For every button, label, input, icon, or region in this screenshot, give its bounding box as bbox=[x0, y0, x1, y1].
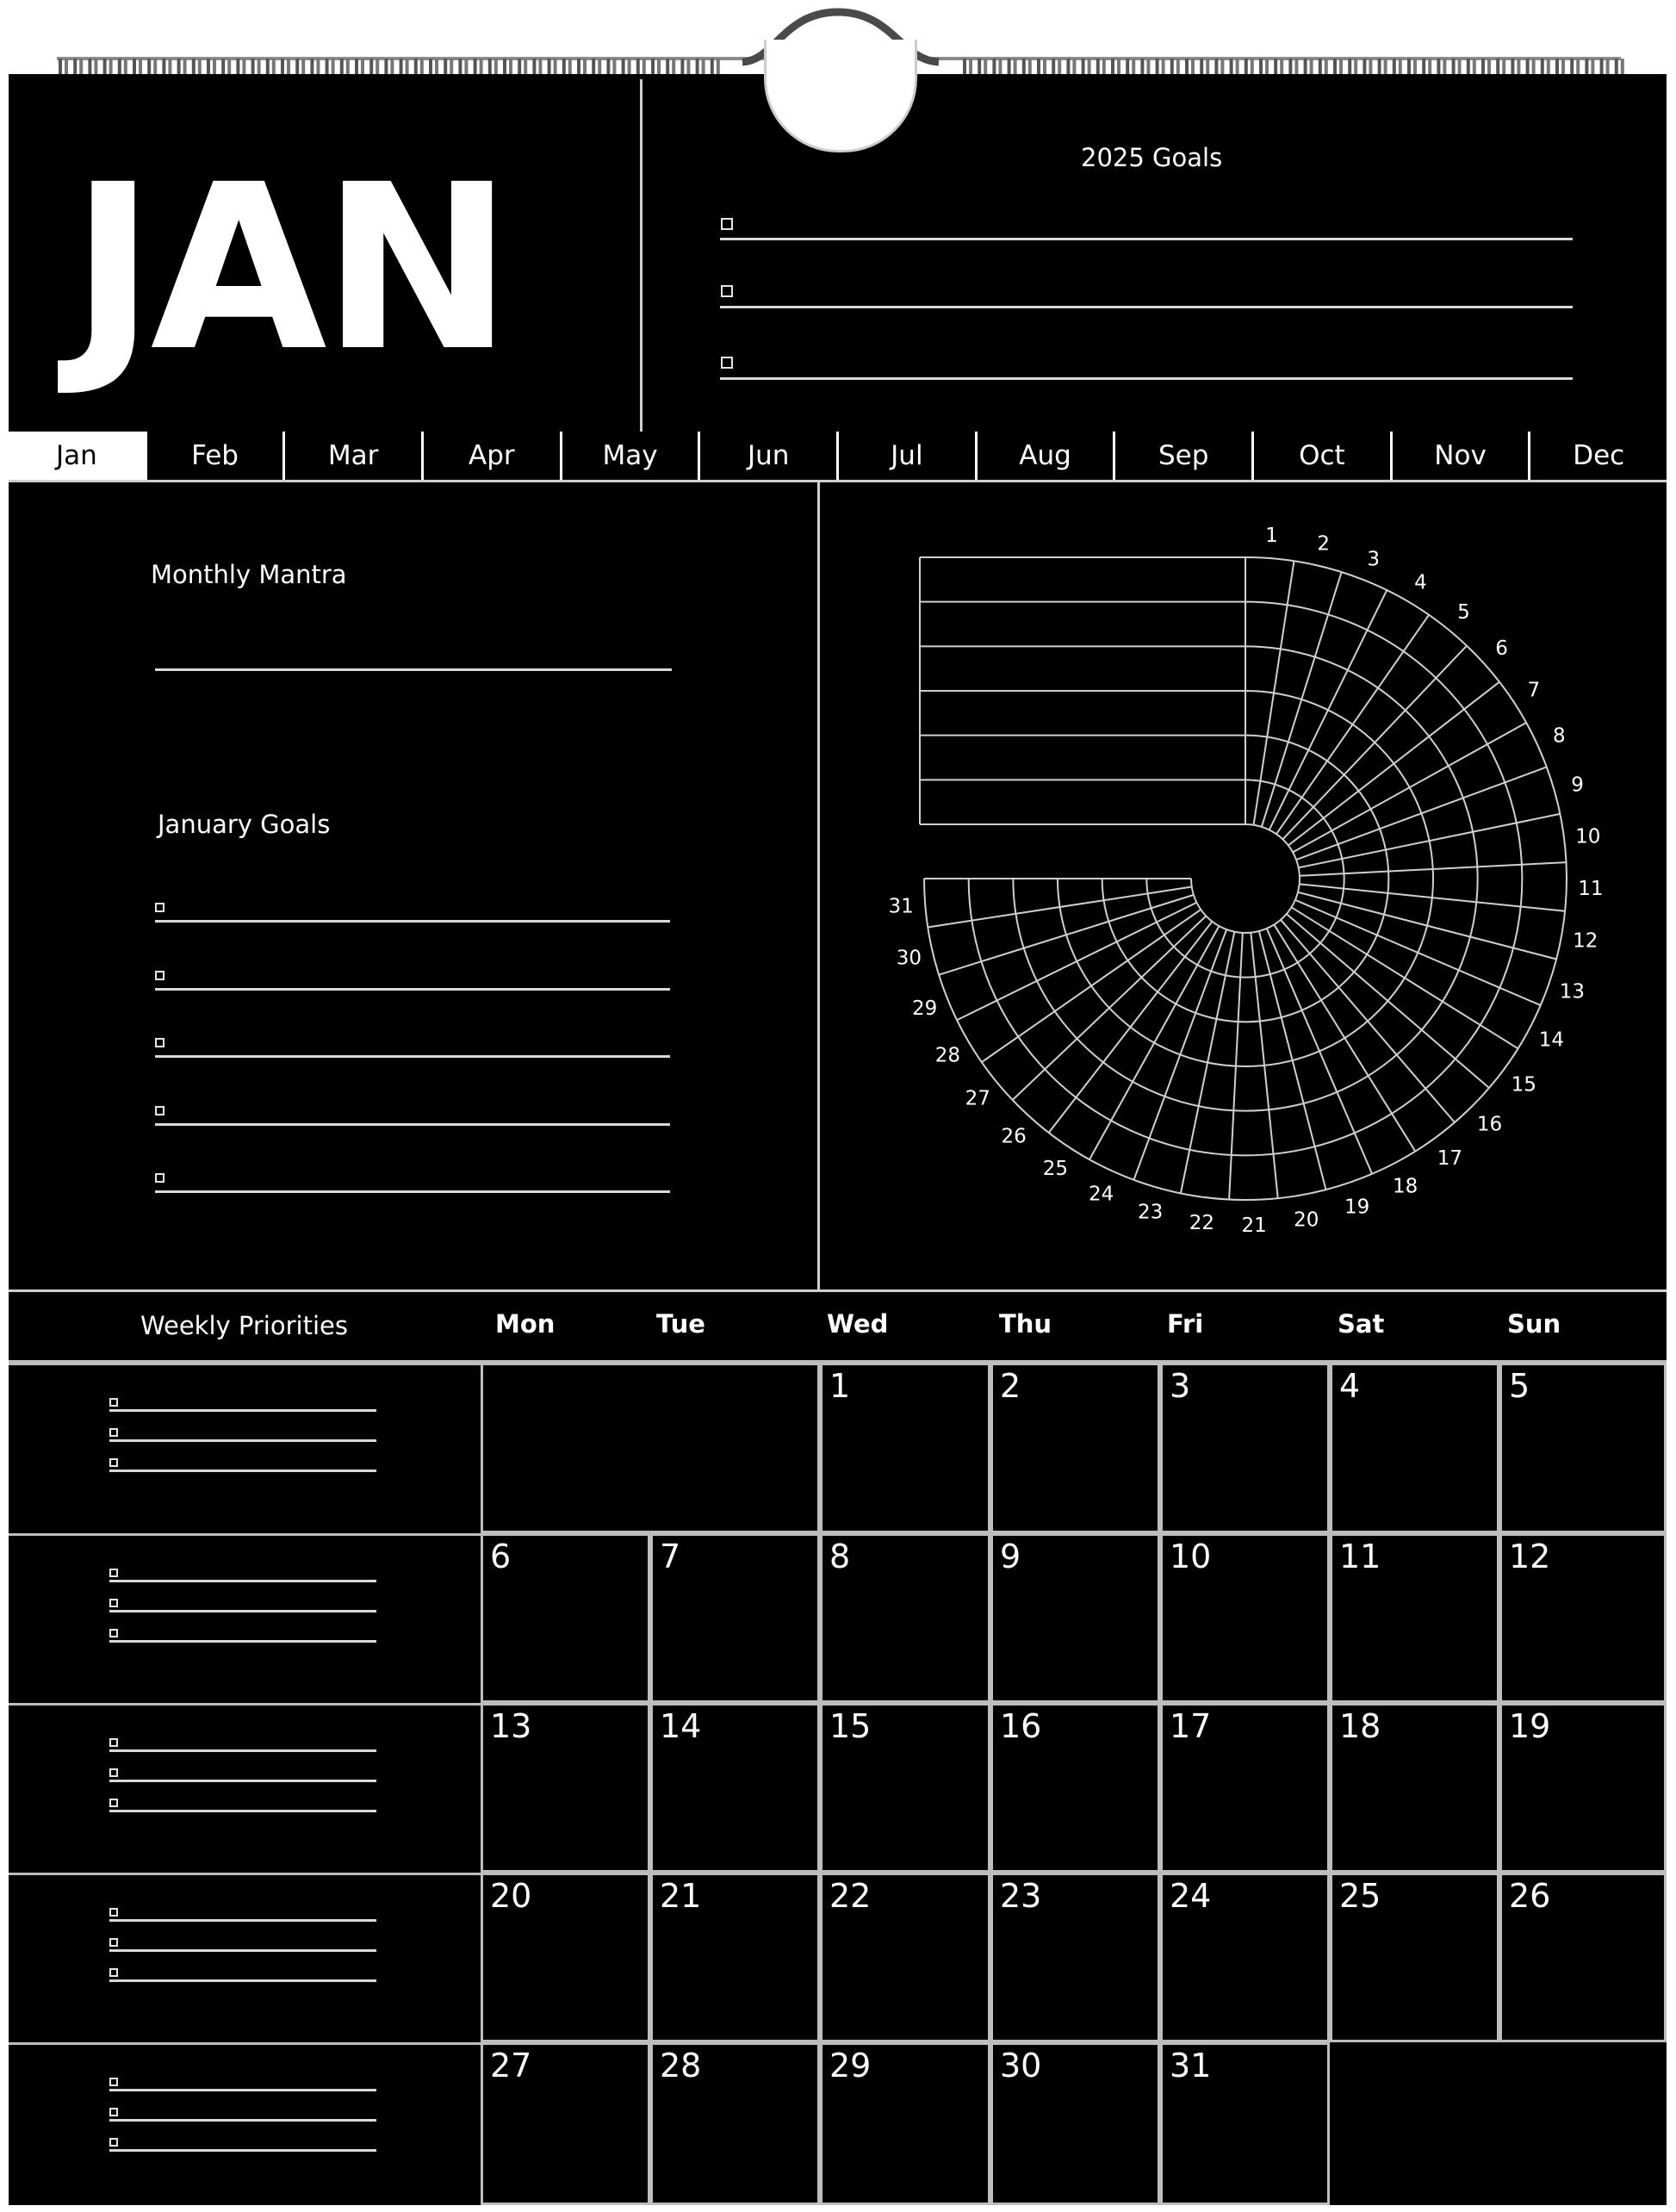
weekly-priority-checkbox[interactable] bbox=[109, 1458, 118, 1467]
tab-aug[interactable]: Aug bbox=[978, 432, 1116, 480]
tab-oct[interactable]: Oct bbox=[1254, 432, 1393, 480]
tab-dec[interactable]: Dec bbox=[1530, 432, 1667, 480]
weekday-tue: Tue bbox=[656, 1309, 705, 1339]
calendar-day-cell[interactable] bbox=[990, 1363, 1160, 1533]
tracker-day-label: 15 bbox=[1511, 1073, 1536, 1097]
calendar-day-number: 15 bbox=[829, 1707, 872, 1745]
weekly-priority-checkbox[interactable] bbox=[109, 1938, 118, 1947]
calendar-day-cell[interactable] bbox=[1499, 1533, 1667, 1703]
tracker-day-label: 7 bbox=[1527, 679, 1541, 702]
calendar-day-cell[interactable] bbox=[650, 1533, 820, 1703]
monthly-mantra-label: Monthly Mantra bbox=[151, 560, 347, 589]
weekly-row-border bbox=[9, 2042, 481, 2205]
calendar-day-cell[interactable] bbox=[650, 1703, 820, 1873]
calendar-day-number: 20 bbox=[490, 1877, 532, 1915]
weekly-priorities-label: Weekly Priorities bbox=[140, 1311, 348, 1340]
tracker-day-label: 12 bbox=[1573, 929, 1598, 953]
weekday-sun: Sun bbox=[1507, 1309, 1561, 1339]
weekly-priority-checkbox[interactable] bbox=[109, 2078, 118, 2086]
tracker-day-label: 26 bbox=[1001, 1125, 1027, 1148]
weekly-priority-line[interactable] bbox=[109, 1580, 376, 1582]
calendar-day-number: 18 bbox=[1339, 1707, 1381, 1745]
tracker-day-label: 24 bbox=[1088, 1183, 1114, 1206]
year-goals-label: 2025 Goals bbox=[1081, 143, 1223, 172]
calendar-day-cell[interactable] bbox=[1499, 1873, 1667, 2042]
tab-sep[interactable]: Sep bbox=[1115, 432, 1254, 480]
weekly-priority-checkbox[interactable] bbox=[109, 1428, 118, 1437]
tracker-day-label: 20 bbox=[1294, 1209, 1319, 1232]
weekly-row-border bbox=[9, 1873, 481, 2042]
calendar-day-number: 6 bbox=[490, 1538, 512, 1575]
calendar-day-number: 1 bbox=[829, 1367, 851, 1405]
weekly-row-border bbox=[9, 1533, 481, 1703]
calendar-day-cell[interactable] bbox=[1499, 1703, 1667, 1873]
calendar-day-cell[interactable] bbox=[820, 1533, 990, 1703]
calendar-day-cell[interactable] bbox=[481, 1533, 650, 1703]
weekly-priority-line[interactable] bbox=[109, 1409, 376, 1412]
calendar-day-number: 8 bbox=[829, 1538, 851, 1575]
calendar-day-cell[interactable] bbox=[1330, 1363, 1499, 1533]
weekly-priority-checkbox[interactable] bbox=[109, 2108, 118, 2116]
calendar-day-number: 23 bbox=[1000, 1877, 1042, 1915]
calendar-day-number: 26 bbox=[1509, 1877, 1551, 1915]
calendar-day-cell[interactable] bbox=[990, 1533, 1160, 1703]
tracker-day-label: 17 bbox=[1437, 1147, 1462, 1171]
weekly-priority-checkbox[interactable] bbox=[109, 1398, 118, 1407]
weekly-priority-line[interactable] bbox=[109, 1610, 376, 1612]
tracker-day-label: 5 bbox=[1457, 601, 1470, 624]
calendar-day-cell[interactable] bbox=[1160, 1873, 1330, 2042]
calendar-day-number: 12 bbox=[1509, 1538, 1551, 1575]
calendar-day-cell[interactable] bbox=[481, 2042, 650, 2205]
calendar-day-cell[interactable] bbox=[820, 1703, 990, 1873]
weekly-priority-checkbox[interactable] bbox=[109, 1799, 118, 1807]
calendar-day-cell[interactable] bbox=[1330, 1873, 1499, 2042]
weekly-priority-line[interactable] bbox=[109, 2089, 376, 2091]
calendar-day-cell[interactable] bbox=[1160, 2042, 1330, 2205]
calendar-day-number: 24 bbox=[1170, 1877, 1212, 1915]
tracker-day-label: 18 bbox=[1393, 1175, 1418, 1198]
calendar-day-cell[interactable] bbox=[481, 1703, 650, 1873]
tracker-day-label: 6 bbox=[1495, 637, 1508, 661]
month-title: JAN bbox=[71, 136, 508, 401]
tracker-day-label: 25 bbox=[1042, 1157, 1068, 1180]
weekly-priority-line[interactable] bbox=[109, 1780, 376, 1782]
weekly-priority-checkbox[interactable] bbox=[109, 1738, 118, 1747]
calendar-day-number: 9 bbox=[1000, 1538, 1021, 1575]
calendar-day-number: 21 bbox=[660, 1877, 702, 1915]
calendar-day-number: 25 bbox=[1339, 1877, 1381, 1915]
tracker-day-label: 11 bbox=[1578, 878, 1604, 901]
calendar-day-cell[interactable] bbox=[990, 2042, 1160, 2205]
tracker-day-label: 30 bbox=[896, 947, 922, 970]
tab-jan[interactable]: Jan bbox=[9, 432, 147, 480]
calendar-day-number: 10 bbox=[1170, 1538, 1212, 1575]
calendar-day-cell[interactable] bbox=[820, 1363, 990, 1533]
tracker-day-label: 8 bbox=[1553, 724, 1566, 748]
tracker-day-label: 21 bbox=[1241, 1214, 1267, 1237]
calendar-day-number: 4 bbox=[1339, 1367, 1361, 1405]
calendar-day-number: 31 bbox=[1170, 2047, 1212, 2085]
calendar-day-number: 19 bbox=[1509, 1707, 1551, 1745]
weekday-thu: Thu bbox=[999, 1309, 1052, 1339]
weekly-row-border bbox=[9, 1363, 481, 1533]
tracker-day-label: 22 bbox=[1189, 1211, 1214, 1234]
calendar-day-cell[interactable] bbox=[1330, 1703, 1499, 1873]
weekly-priority-checkbox[interactable] bbox=[109, 1968, 118, 1977]
calendar-day-number: 16 bbox=[1000, 1707, 1042, 1745]
tracker-day-label: 4 bbox=[1414, 571, 1427, 594]
weekly-row-border bbox=[9, 1703, 481, 1873]
tab-apr[interactable]: Apr bbox=[424, 432, 562, 480]
calendar-day-cell[interactable] bbox=[650, 1873, 820, 2042]
weekly-priority-line[interactable] bbox=[109, 2149, 376, 2152]
tracker-day-label: 13 bbox=[1559, 980, 1586, 1003]
tracker-day-label: 27 bbox=[965, 1087, 990, 1110]
weekly-priority-line[interactable] bbox=[109, 1749, 376, 1752]
calendar-day-number: 2 bbox=[1000, 1367, 1021, 1405]
calendar-day-cell[interactable] bbox=[1160, 1363, 1330, 1533]
calendar-day-cell[interactable] bbox=[1330, 1533, 1499, 1703]
tracker-day-label: 10 bbox=[1575, 825, 1601, 848]
weekly-priority-checkbox[interactable] bbox=[109, 1629, 118, 1637]
tracker-day-label: 19 bbox=[1344, 1196, 1370, 1219]
tracker-day-label: 2 bbox=[1317, 532, 1330, 556]
calendar-day-cell[interactable] bbox=[481, 1873, 650, 2042]
tracker-day-label: 28 bbox=[934, 1044, 961, 1067]
weekly-priority-line[interactable] bbox=[109, 1439, 376, 1442]
calendar-day-cell[interactable] bbox=[990, 1873, 1160, 2042]
weekly-priority-line[interactable] bbox=[109, 1979, 376, 1982]
calendar-day-cell[interactable] bbox=[650, 2042, 820, 2205]
weekday-wed: Wed bbox=[827, 1309, 889, 1339]
calendar-day-number: 3 bbox=[1170, 1367, 1191, 1405]
tracker-day-label: 23 bbox=[1138, 1201, 1164, 1224]
calendar-day-number: 17 bbox=[1170, 1707, 1212, 1745]
weekday-mon: Mon bbox=[495, 1309, 556, 1339]
calendar-day-number: 11 bbox=[1339, 1538, 1381, 1575]
weekly-priority-line[interactable] bbox=[109, 1469, 376, 1472]
calendar-day-cell[interactable] bbox=[1160, 1703, 1330, 1873]
weekly-priority-checkbox[interactable] bbox=[109, 1599, 118, 1607]
calendar-day-number: 27 bbox=[490, 2047, 532, 2085]
weekday-sat: Sat bbox=[1338, 1309, 1385, 1339]
calendar-day-number: 5 bbox=[1509, 1367, 1530, 1405]
tracker-day-label: 31 bbox=[888, 895, 914, 918]
calendar-day-cell[interactable] bbox=[1160, 1533, 1330, 1703]
tab-jun[interactable]: Jun bbox=[700, 432, 839, 480]
weekly-priority-line[interactable] bbox=[109, 1810, 376, 1812]
tracker-day-label: 14 bbox=[1538, 1028, 1565, 1052]
january-goals-label: January Goals bbox=[158, 810, 331, 839]
calendar-day-cell[interactable] bbox=[990, 1703, 1160, 1873]
weekly-priority-checkbox[interactable] bbox=[109, 1908, 118, 1917]
calendar-day-number: 7 bbox=[660, 1538, 681, 1575]
tracker-day-label: 3 bbox=[1367, 548, 1381, 571]
weekly-priority-line[interactable] bbox=[109, 1919, 376, 1922]
weekly-priority-line[interactable] bbox=[109, 2119, 376, 2122]
tab-mar[interactable]: Mar bbox=[285, 432, 424, 480]
tracker-day-label: 1 bbox=[1265, 525, 1278, 548]
weekly-priority-checkbox[interactable] bbox=[109, 2138, 118, 2147]
calendar-day-number: 30 bbox=[1000, 2047, 1042, 2085]
weekly-priority-line[interactable] bbox=[109, 1640, 376, 1643]
tracker-day-label: 9 bbox=[1571, 774, 1584, 797]
weekly-priority-checkbox[interactable] bbox=[109, 1569, 118, 1577]
weekly-priority-checkbox[interactable] bbox=[109, 1768, 118, 1777]
calendar-day-cell[interactable] bbox=[820, 2042, 990, 2205]
weekday-fri: Fri bbox=[1167, 1309, 1204, 1339]
tracker-day-label: 16 bbox=[1476, 1113, 1503, 1136]
calendar-top-border bbox=[9, 1289, 1667, 1292]
calendar-day-cell[interactable] bbox=[1499, 1363, 1667, 1533]
tab-may[interactable]: May bbox=[562, 432, 701, 480]
calendar-day-number: 13 bbox=[490, 1707, 532, 1745]
calendar-day-number: 28 bbox=[660, 2047, 702, 2085]
tab-nov[interactable]: Nov bbox=[1393, 432, 1531, 480]
weekly-priority-line[interactable] bbox=[109, 1949, 376, 1952]
tracker-day-label: 29 bbox=[911, 997, 938, 1020]
calendar-day-number: 29 bbox=[829, 2047, 872, 2085]
calendar-empty-cell bbox=[481, 1363, 820, 1533]
calendar-day-number: 22 bbox=[829, 1877, 872, 1915]
tab-jul[interactable]: Jul bbox=[839, 432, 978, 480]
calendar-day-number: 14 bbox=[660, 1707, 702, 1745]
calendar-day-cell[interactable] bbox=[820, 1873, 990, 2042]
tab-feb[interactable]: Feb bbox=[147, 432, 286, 480]
